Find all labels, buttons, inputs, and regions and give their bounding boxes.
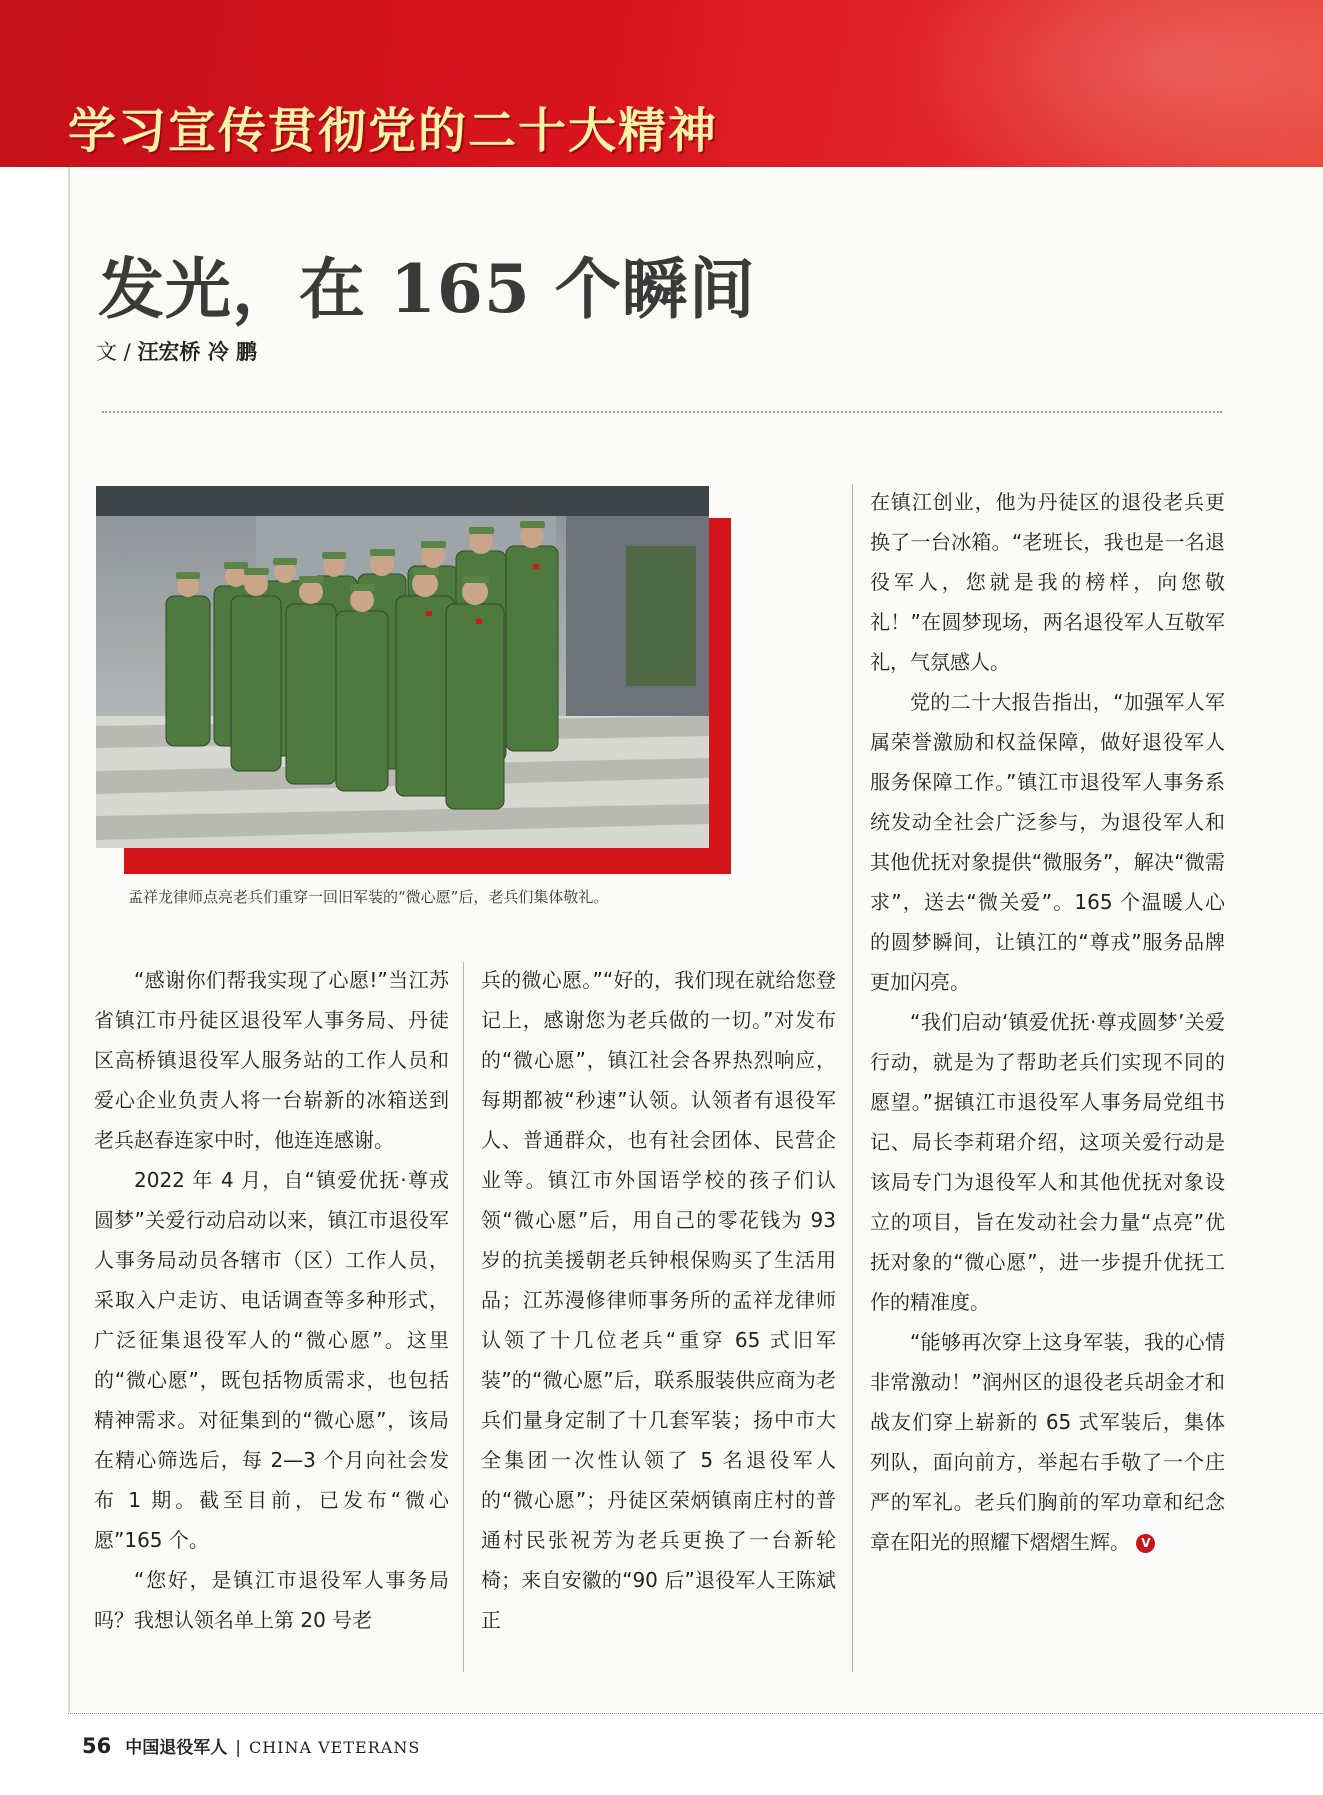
article-column-3	[870, 482, 1225, 1662]
end-mark-icon: V	[1136, 1534, 1155, 1553]
paragraph-text: “能够再次穿上这身军装，我的心情非常激动！”润州区的退役老兵胡金才和战友们穿上崭新的 65 式军装后，集体列队，面向前方，举起右手敬了一个庄严的军礼。老兵们胸前的军功章和纪念章在阳光的照耀下熠熠生辉。	[870, 1330, 1225, 1554]
article-column-1	[94, 960, 449, 1662]
byline	[96, 336, 257, 366]
footer-divider	[68, 1713, 1323, 1714]
byline-prefix: 文 /	[96, 340, 138, 364]
photo-caption: 孟祥龙律师点亮老兵们重穿一回旧军装的“微心愿”后，老兵们集体敬礼。	[128, 888, 609, 906]
paragraph: 在镇江创业，他为丹徒区的退役老兵更换了一台冰箱。“老班长，我也是一名退役军人，您就是我的榜样，向您敬礼！”在圆梦现场，两名退役军人互敬军礼，气氛感人。	[870, 490, 1225, 674]
paragraph: “感谢你们帮我实现了心愿!”当江苏省镇江市丹徒区退役军人事务局、丹徒区高桥镇退役军人服务站的工作人员和爱心企业负责人将一台崭新的冰箱送到老兵赵春连家中时，他连连感谢。	[94, 968, 449, 1152]
article-headline: 发光，在 165 个瞬间	[98, 250, 756, 328]
magazine-name-en: CHINA VETERANS	[248, 1738, 421, 1757]
article-column-2	[481, 960, 836, 1662]
paragraph: 党的二十大报告指出，“加强军人军属荣誉激励和权益保障，做好退役军人服务保障工作。”镇江市退役军人事务系统发动全社会广泛参与，为退役军人和其他优抚对象提供“微服务”，解决“微需求”，送去“微关爱”。165 个温暖人心的圆梦瞬间，让镇江的“尊戎”服务品牌更加闪亮。	[870, 690, 1225, 994]
veterans-salute-photo	[96, 486, 709, 848]
paragraph: “我们启动‘镇爱优抚·尊戎圆梦’关爱行动，就是为了帮助老兵们实现不同的愿望。”据镇江市退役军人事务局党组书记、局长李莉珺介绍，这项关爱行动是该局专门为退役军人和其他优抚对象设立的项目，旨在发动社会力量“点亮”优抚对象的“微心愿”，进一步提升优抚工作的精准度。	[870, 1010, 1225, 1314]
page-number: 56	[82, 1734, 112, 1758]
column-divider-2	[852, 484, 853, 1672]
photo-illustration	[96, 486, 709, 848]
paragraph: 兵的微心愿。”“好的，我们现在就给您登记上，感谢您为老兵做的一切。”对发布的“微心愿”，镇江社会各界热烈响应，每期都被“秒速”认领。认领者有退役军人、普通群众，也有社会团体、民营企业等。镇江市外国语学校的孩子们认领“微心愿”后，用自己的零花钱为 93 岁的抗美援朝老兵钟根保购买了生活用品；江苏漫修律师事务所的孟祥龙律师认领了十几位老兵“重穿 65 式旧军装”的“微心愿”后，联系服装供应商为老兵们量身定制了十几套军装；扬中市大全集团一次性认领了 5 名退役军人的“微心愿”；丹徒区荣炳镇南庄村的普通村民张祝芳为老兵更换了一台新轮椅；来自安徽的“90 后”退役军人王陈斌正	[481, 968, 836, 1632]
section-banner	[0, 0, 1323, 167]
magazine-name-cn: 中国退役军人	[125, 1738, 228, 1758]
paragraph-last	[870, 1322, 1225, 1562]
footer-separator: |	[235, 1738, 241, 1758]
paragraph: “您好，是镇江市退役军人事务局吗？我想认领名单上第 20 号老	[94, 1568, 449, 1632]
byline-authors: 汪宏桥 冷 鹏	[137, 340, 258, 364]
page-footer	[82, 1733, 420, 1758]
paragraph: 2022 年 4 月，自“镇爱优抚·尊戎圆梦”关爱行动启动以来，镇江市退役军人事务局动员各辖市（区）工作人员，采取入户走访、电话调查等多种形式，广泛征集退役军人的“微心愿”。这里的“微心愿”，既包括物质需求，也包括精神需求。对征集到的“微心愿”，该局在精心筛选后，每 2—3 个月向社会发布 1 期。截至目前，已发布“微心愿”165 个。	[94, 1168, 449, 1552]
section-title: 学习宣传贯彻党的二十大精神	[68, 103, 719, 159]
headline-divider	[102, 411, 1222, 413]
column-divider-1	[463, 962, 464, 1672]
